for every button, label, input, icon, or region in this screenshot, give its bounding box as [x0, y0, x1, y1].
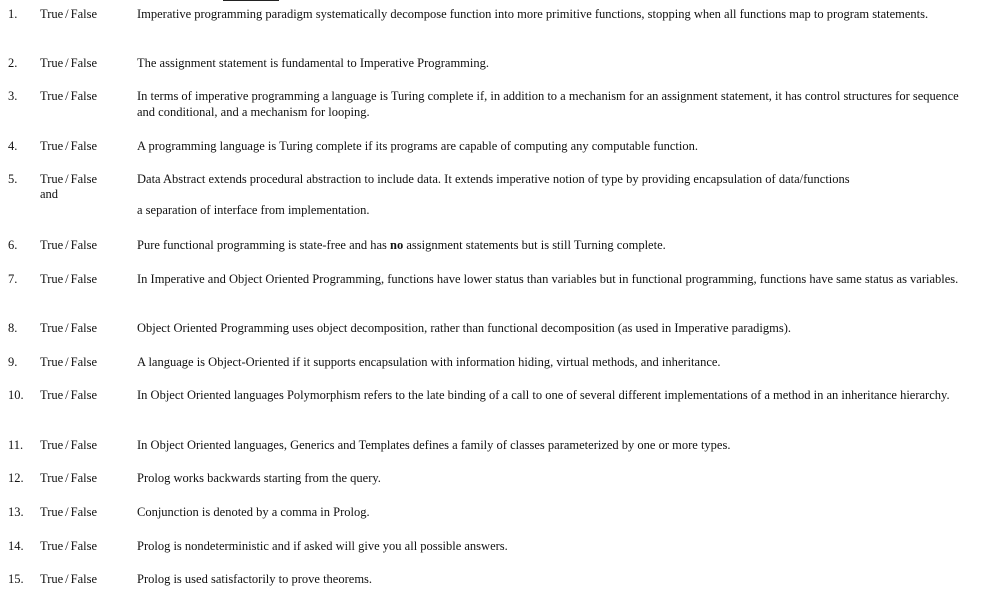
true-option[interactable]: True — [40, 505, 64, 519]
false-option[interactable]: False — [70, 355, 98, 369]
question-10 — [0, 387, 990, 427]
true-false-choice[interactable]: True / False — [40, 272, 98, 286]
question-text: In Object Oriented languages Polymorphism refers to the late binding of a call to one of several different implementations of a method in an inheritance hierarchy. — [137, 388, 950, 402]
false-option[interactable]: False — [70, 505, 98, 519]
question-text: In terms of imperative programming a language is Turing complete if, in addition to a mechanism for an assignment statement, it has control structures for sequence and conditional, and a mechanism for looping. — [137, 89, 959, 119]
true-false-choice[interactable]: True / False — [40, 539, 98, 553]
emphasis-no: no — [390, 238, 404, 252]
false-option[interactable]: False — [70, 321, 98, 335]
false-option[interactable]: False — [70, 438, 98, 452]
true-false-choice[interactable]: True / False — [40, 139, 98, 153]
question-number: 10. — [8, 388, 24, 402]
true-option[interactable]: True — [40, 572, 64, 586]
question-text: Prolog is nondeterministic and if asked will give you all possible answers. — [137, 539, 508, 553]
true-false-choice[interactable]: True / False — [40, 321, 98, 335]
question-number: 1. — [8, 7, 18, 21]
true-option[interactable]: True — [40, 56, 64, 70]
question-number: 13. — [8, 505, 24, 519]
true-option[interactable]: True — [40, 172, 64, 186]
question-text-after: assignment statements but is still Turning complete. — [403, 238, 666, 252]
false-option[interactable]: False — [70, 238, 98, 252]
true-false-choice[interactable]: True / False — [40, 438, 98, 452]
true-option[interactable]: True — [40, 238, 64, 252]
question-text-continuation: a separation of interface from implementation. — [137, 203, 370, 217]
question-7 — [0, 271, 990, 311]
true-option[interactable]: True — [40, 438, 64, 452]
top-underline-fragment — [223, 0, 279, 1]
question-text: Object Oriented Programming uses object decomposition, rather than functional decomposition (as used in Imperative paradigms). — [137, 321, 791, 335]
true-false-choice[interactable]: True / False — [40, 56, 98, 70]
question-number: 6. — [8, 238, 18, 252]
question-number: 11. — [8, 438, 24, 452]
true-false-choice[interactable]: True / False — [40, 238, 98, 252]
true-option[interactable]: True — [40, 139, 64, 153]
true-false-choice[interactable]: True / False — [40, 7, 98, 21]
question-text: Prolog is used satisfactorily to prove theorems. — [137, 572, 373, 586]
question-number: 7. — [8, 272, 18, 286]
false-option[interactable]: False — [70, 471, 98, 485]
question-text: Data Abstract extends procedural abstraction to include data. It extends imperative notion of type by providing encapsulation of data/functions — [137, 172, 850, 186]
question-text: Imperative programming paradigm systematically decompose function into more primitive functions, stopping when all functions map to program statements. — [137, 7, 929, 21]
question-number: 14. — [8, 539, 24, 553]
true-option[interactable]: True — [40, 471, 64, 485]
question-number: 2. — [8, 56, 18, 70]
true-false-choice[interactable]: True / False — [40, 572, 98, 586]
true-option[interactable]: True — [40, 539, 64, 553]
question-number: 4. — [8, 139, 18, 153]
question-number: 9. — [8, 355, 18, 369]
true-false-choice[interactable]: True / False — [40, 471, 98, 485]
false-option[interactable]: False — [70, 139, 98, 153]
true-false-choice[interactable]: True / False — [40, 89, 98, 103]
false-option[interactable]: False — [70, 572, 98, 586]
question-text: The assignment statement is fundamental to Imperative Programming. — [137, 56, 489, 70]
true-option[interactable]: True — [40, 355, 64, 369]
false-option[interactable]: False — [70, 388, 98, 402]
question-number: 3. — [8, 89, 18, 103]
question-text: In Object Oriented languages, Generics and Templates defines a family of classes parameterized by one or more types. — [137, 438, 731, 452]
true-false-choice[interactable]: True / False — [40, 355, 98, 369]
true-option[interactable]: True — [40, 89, 64, 103]
false-option[interactable]: False — [70, 539, 98, 553]
question-number: 12. — [8, 471, 24, 485]
true-option[interactable]: True — [40, 272, 64, 286]
question-text — [137, 237, 977, 253]
false-option[interactable]: False — [70, 56, 98, 70]
true-false-choice[interactable]: True / False — [40, 388, 98, 402]
question-number: 8. — [8, 321, 18, 335]
false-option[interactable]: False — [70, 172, 98, 186]
question-text: In Imperative and Object Oriented Programming, functions have lower status than variables but in functional programming, functions have same status as variables. — [137, 272, 959, 286]
question-1 — [0, 6, 990, 46]
question-15 — [0, 571, 990, 591]
question-number: 15. — [8, 572, 24, 586]
question-3 — [0, 88, 990, 128]
question-5 — [0, 171, 990, 223]
question-text: Prolog works backwards starting from the query. — [137, 471, 381, 485]
true-option[interactable]: True — [40, 321, 64, 335]
true-option[interactable]: True — [40, 388, 64, 402]
question-text: Conjunction is denoted by a comma in Prolog. — [137, 505, 370, 519]
question-number: 5. — [8, 172, 18, 186]
true-option[interactable]: True — [40, 7, 64, 21]
question-text: A programming language is Turing complete if its programs are capable of computing any computable function. — [137, 139, 698, 153]
true-false-choice[interactable]: True / False — [40, 505, 98, 519]
wrapped-word: and — [40, 187, 59, 201]
false-option[interactable]: False — [70, 89, 98, 103]
true-false-choice[interactable]: True / False — [40, 172, 98, 186]
false-option[interactable]: False — [70, 272, 98, 286]
question-text-before: Pure functional programming is state-free and has — [137, 238, 391, 252]
false-option[interactable]: False — [70, 7, 98, 21]
question-text: A language is Object-Oriented if it supports encapsulation with information hiding, virtual methods, and inheritance. — [137, 355, 721, 369]
